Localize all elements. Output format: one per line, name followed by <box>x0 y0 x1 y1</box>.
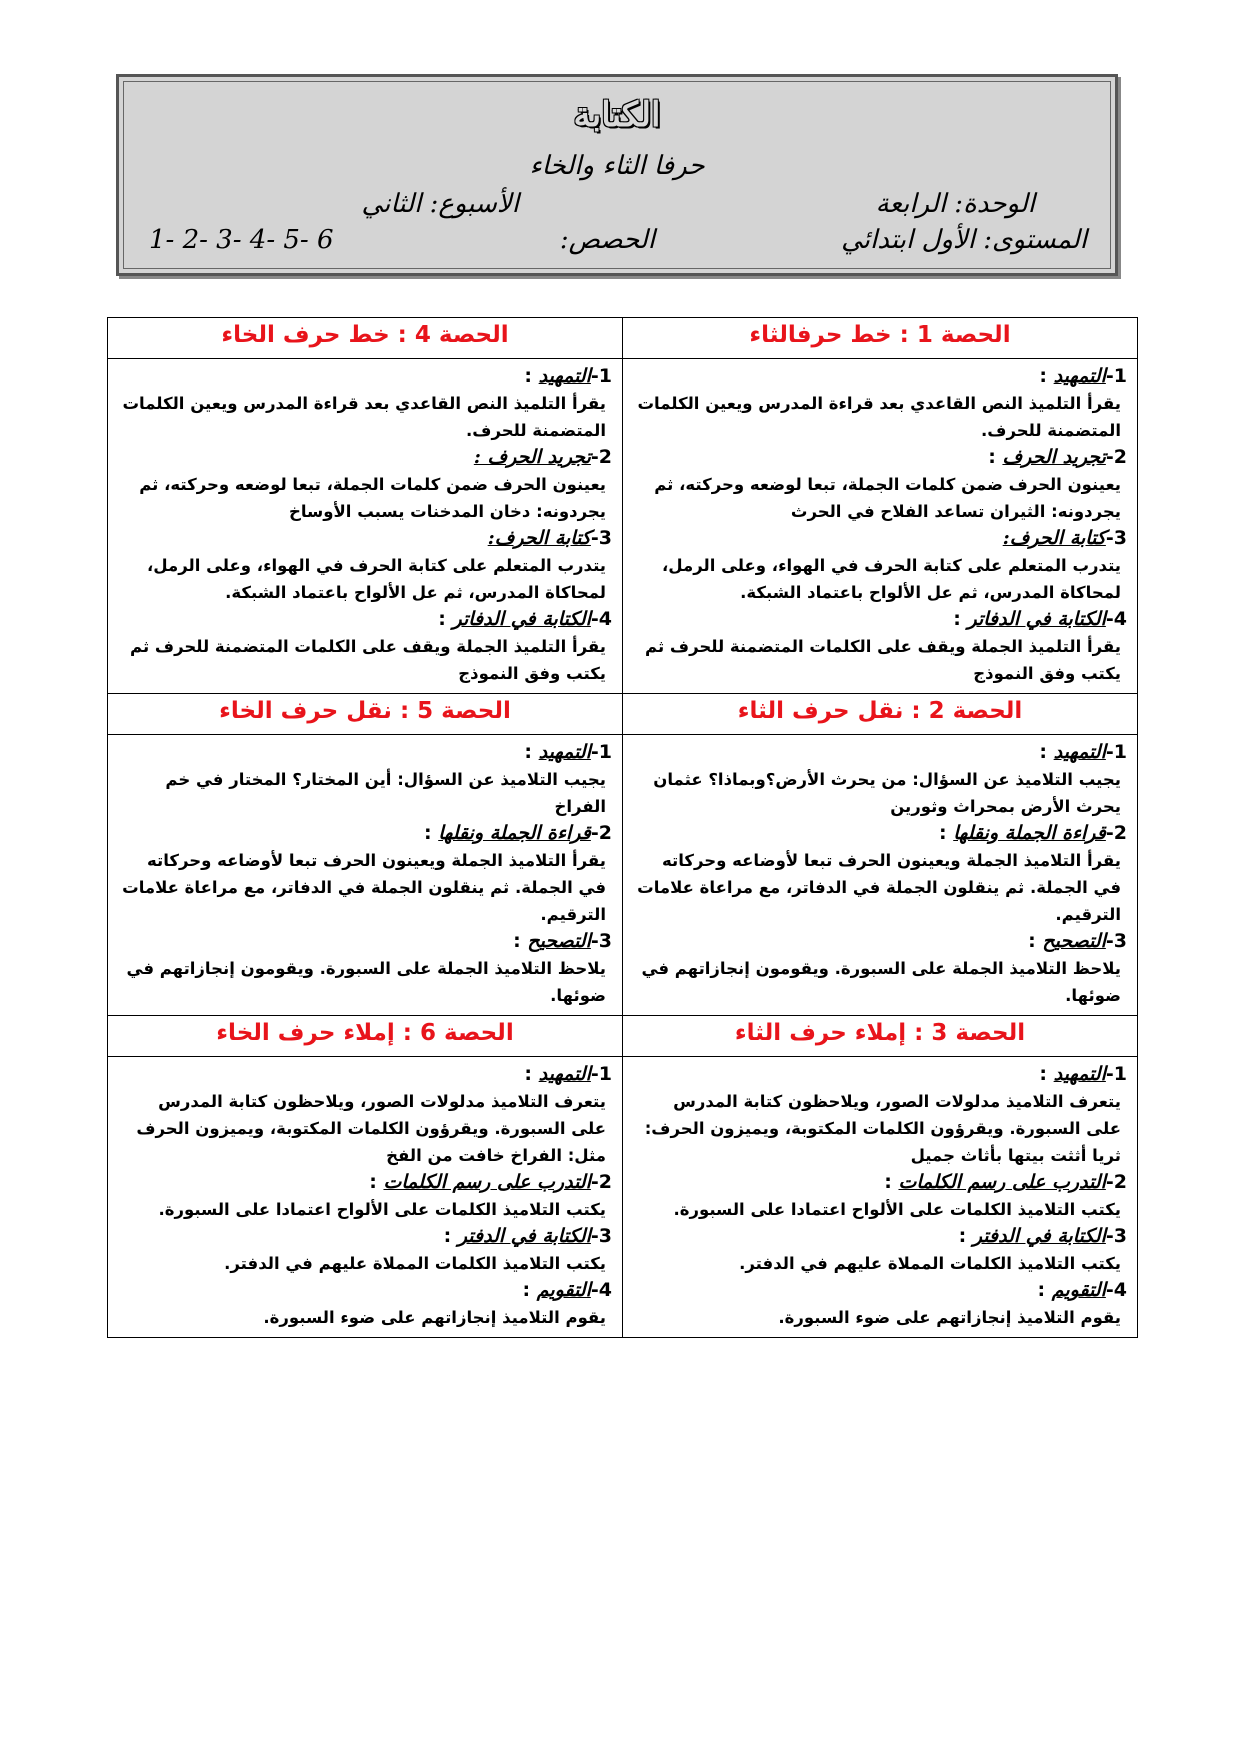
session-title-row <box>108 1016 1138 1057</box>
step-name: التصحيح <box>527 930 591 952</box>
step-separator: : <box>524 1063 539 1085</box>
session-title: الحصة 1 : خط حرفالثاء <box>623 318 1138 359</box>
step-heading <box>118 1277 612 1304</box>
session-content <box>108 1057 623 1338</box>
session-content <box>108 735 623 1016</box>
step-separator: : <box>1039 741 1054 763</box>
step-separator: : <box>423 822 439 844</box>
step-separator: : <box>524 365 539 387</box>
document-subtitle: حرفا الثاء والخاء <box>529 151 705 181</box>
step-text: يكتب التلاميذ الكلمات المملاة عليهم في الدفتر. <box>224 1254 606 1273</box>
week-label: الأسبوع: الثاني <box>361 189 519 219</box>
step-heading <box>633 606 1127 633</box>
step-text: يلاحظ التلاميذ الجملة على السبورة. ويقومون إنجازاتهم في ضوئها. <box>641 959 1121 1005</box>
step-number: 1- <box>590 1063 612 1085</box>
step-name: كتابة الحرف: <box>487 527 591 549</box>
step-number: 4- <box>1105 1279 1127 1301</box>
step-number: 1- <box>1105 1063 1127 1085</box>
step-name: الكتابة في الدفتر <box>972 1225 1106 1247</box>
step-number: 4- <box>590 1279 612 1301</box>
step-text: يتعرف التلاميذ مدلولات الصور، ويلاحظون كتابة المدرس على السبورة. ويقرؤون الكلمات المكتوبة، ويميزون الحرف: ثريا أثثت بيتها بأثاث جميل <box>644 1092 1121 1165</box>
step-heading <box>633 1277 1127 1304</box>
step-text: يكتب التلاميذ الكلمات على الألواح اعتمادا على السبورة. <box>673 1200 1121 1219</box>
step-name: التمهيد <box>1053 1063 1106 1085</box>
step-separator: : <box>443 1225 458 1247</box>
step-name: التدرب على رسم الكلمات <box>898 1171 1106 1193</box>
step-name: التمهيد <box>1053 365 1106 387</box>
session-title: الحصة 2 : نقل حرف الثاء <box>623 694 1138 735</box>
step-text: يقرأ التلاميذ الجملة ويعينون الحرف تبعا لأوضاعه وحركاته في الجملة. ثم ينقلون الجملة في الدفاتر، مع مراعاة علامات الترقيم. <box>122 851 606 924</box>
step-number: 4- <box>590 608 612 630</box>
step-heading <box>633 444 1127 471</box>
step-text: يتدرب المتعلم على كتابة الحرف في الهواء، وعلى الرمل، لمحاكاة المدرس، ثم عل الألواح باعتماد الشبكة. <box>662 556 1121 602</box>
step-text: يقرأ التلميذ النص القاعدي بعد قراءة المدرس ويعين الكلمات المتضمنة للحرف. <box>122 394 606 440</box>
level-label: المستوى: الأول ابتدائي <box>841 225 1087 255</box>
step-heading <box>118 444 612 471</box>
step-number: 2- <box>590 822 612 844</box>
session-title-row <box>108 694 1138 735</box>
step-text: يقرأ التلاميذ الجملة ويعينون الحرف تبعا لأوضاعه وحركاته في الجملة. ثم ينقلون الجملة في الدفاتر، مع مراعاة علامات الترقيم. <box>637 851 1121 924</box>
step-name: التمهيد <box>538 365 591 387</box>
session-content-row <box>108 1057 1138 1338</box>
step-number: 3- <box>1105 930 1127 952</box>
session-content <box>623 735 1138 1016</box>
step-name: قراءة الجملة ونقلها <box>438 822 591 844</box>
step-text: يكتب التلاميذ الكلمات على الألواح اعتمادا على السبورة. <box>158 1200 606 1219</box>
session-title-row <box>108 318 1138 359</box>
session-content <box>623 1057 1138 1338</box>
step-separator: : <box>1039 1063 1054 1085</box>
step-number: 2- <box>1105 822 1127 844</box>
session-content <box>108 359 623 694</box>
step-heading <box>633 820 1127 847</box>
step-text: يلاحظ التلاميذ الجملة على السبورة. ويقومون إنجازاتهم في ضوئها. <box>126 959 606 1005</box>
step-number: 3- <box>590 527 612 549</box>
step-separator: : <box>522 1279 537 1301</box>
step-text: يقرأ التلميذ النص القاعدي بعد قراءة المدرس ويعين الكلمات المتضمنة للحرف. <box>637 394 1121 440</box>
step-separator: : <box>369 1171 384 1193</box>
step-separator: : <box>988 446 1003 468</box>
step-heading <box>633 1223 1127 1250</box>
step-number: 1- <box>590 365 612 387</box>
step-number: 2- <box>1105 1171 1127 1193</box>
step-heading <box>118 1061 612 1088</box>
step-heading <box>633 739 1127 766</box>
step-text: يعينون الحرف ضمن كلمات الجملة، تبعا لوضعه وحركته، ثم يجردونه: دخان المدخنات يسبب الأوساخ <box>139 475 606 521</box>
step-heading <box>118 1169 612 1196</box>
step-separator: : <box>1037 1279 1052 1301</box>
step-name: التدرب على رسم الكلمات <box>383 1171 591 1193</box>
step-text: يقرأ التلميذ الجملة ويقف على الكلمات المتضمنة للحرف ثم يكتب وفق النموذج <box>645 637 1121 683</box>
step-heading <box>118 820 612 847</box>
session-title: الحصة 5 : نقل حرف الخاء <box>108 694 623 735</box>
step-separator: : <box>953 608 968 630</box>
step-separator: : <box>938 822 954 844</box>
step-heading <box>633 525 1127 552</box>
step-name: الكتابة في الدفاتر <box>452 608 591 630</box>
step-number: 2- <box>1105 446 1127 468</box>
session-title: الحصة 6 : إملاء حرف الخاء <box>108 1016 623 1057</box>
header-box <box>116 74 1118 276</box>
step-separator: : <box>513 930 528 952</box>
step-heading <box>633 928 1127 955</box>
step-name: التصحيح <box>1042 930 1106 952</box>
step-heading <box>633 1061 1127 1088</box>
step-heading <box>118 363 612 390</box>
step-heading <box>118 739 612 766</box>
step-text: يقرأ التلميذ الجملة ويقف على الكلمات المتضمنة للحرف ثم يكتب وفق النموذج <box>130 637 606 683</box>
step-separator: : <box>1039 365 1054 387</box>
session-title: الحصة 3 : إملاء حرف الثاء <box>623 1016 1138 1057</box>
step-name: التقويم <box>1051 1279 1106 1301</box>
session-content <box>623 359 1138 694</box>
step-name: تجريد الحرف <box>1002 446 1106 468</box>
step-separator: : <box>884 1171 899 1193</box>
step-heading <box>118 928 612 955</box>
step-separator: : <box>438 608 453 630</box>
step-text: يقوم التلاميذ إنجازاتهم على ضوء السبورة. <box>263 1308 606 1327</box>
step-number: 3- <box>590 930 612 952</box>
step-separator: : <box>1028 930 1043 952</box>
lessons-table <box>107 317 1138 1338</box>
step-text: يتعرف التلاميذ مدلولات الصور، ويلاحظون كتابة المدرس على السبورة. ويقرؤون الكلمات المكتوبة، ويميزون الحرف مثل: الفراخ خافت من الفخ <box>136 1092 606 1165</box>
session-content-row <box>108 735 1138 1016</box>
step-number: 3- <box>590 1225 612 1247</box>
step-text: يكتب التلاميذ الكلمات المملاة عليهم في الدفتر. <box>739 1254 1121 1273</box>
step-number: 4- <box>1105 608 1127 630</box>
step-text: يقوم التلاميذ إنجازاتهم على ضوء السبورة. <box>778 1308 1121 1327</box>
step-text: يتدرب المتعلم على كتابة الحرف في الهواء، وعلى الرمل، لمحاكاة المدرس، ثم عل الألواح باعتماد الشبكة. <box>147 556 606 602</box>
step-heading <box>118 1223 612 1250</box>
lessons-table-body <box>108 318 1138 1338</box>
step-heading <box>633 1169 1127 1196</box>
step-name: التمهيد <box>538 741 591 763</box>
session-content-row <box>108 359 1138 694</box>
step-separator: : <box>524 741 539 763</box>
step-name: قراءة الجملة ونقلها <box>953 822 1106 844</box>
session-title: الحصة 4 : خط حرف الخاء <box>108 318 623 359</box>
step-number: 1- <box>590 741 612 763</box>
step-name: كتابة الحرف: <box>1002 527 1106 549</box>
step-heading <box>118 525 612 552</box>
step-number: 1- <box>1105 365 1127 387</box>
step-name: التقويم <box>536 1279 591 1301</box>
sessions-numbers: 1- 2- 3- 4- 5- 6 <box>149 225 334 255</box>
step-text: يجيب التلاميذ عن السؤال: من يحرث الأرض؟وبماذا؟ عثمان يحرث الأرض بمحراث وثورين <box>653 770 1121 816</box>
document-title: الكتابة <box>573 95 661 135</box>
step-heading <box>118 606 612 633</box>
step-number: 2- <box>590 446 612 468</box>
step-heading <box>633 363 1127 390</box>
step-separator: : <box>958 1225 973 1247</box>
step-number: 3- <box>1105 527 1127 549</box>
step-number: 3- <box>1105 1225 1127 1247</box>
step-number: 2- <box>590 1171 612 1193</box>
step-text: يجيب التلاميذ عن السؤال: أين المختار؟ المختار في خم الفراخ <box>165 770 606 816</box>
step-name: تجريد الحرف : <box>473 446 591 468</box>
step-number: 1- <box>1105 741 1127 763</box>
step-name: الكتابة في الدفتر <box>457 1225 591 1247</box>
unit-label: الوحدة: الرابعة <box>875 189 1035 219</box>
step-name: التمهيد <box>538 1063 591 1085</box>
step-text: يعينون الحرف ضمن كلمات الجملة، تبعا لوضعه وحركته، ثم يجردونه: الثيران تساعد الفلاح في الحرث <box>654 475 1121 521</box>
step-name: التمهيد <box>1053 741 1106 763</box>
step-name: الكتابة في الدفاتر <box>967 608 1106 630</box>
sessions-label: الحصص: <box>559 225 655 255</box>
